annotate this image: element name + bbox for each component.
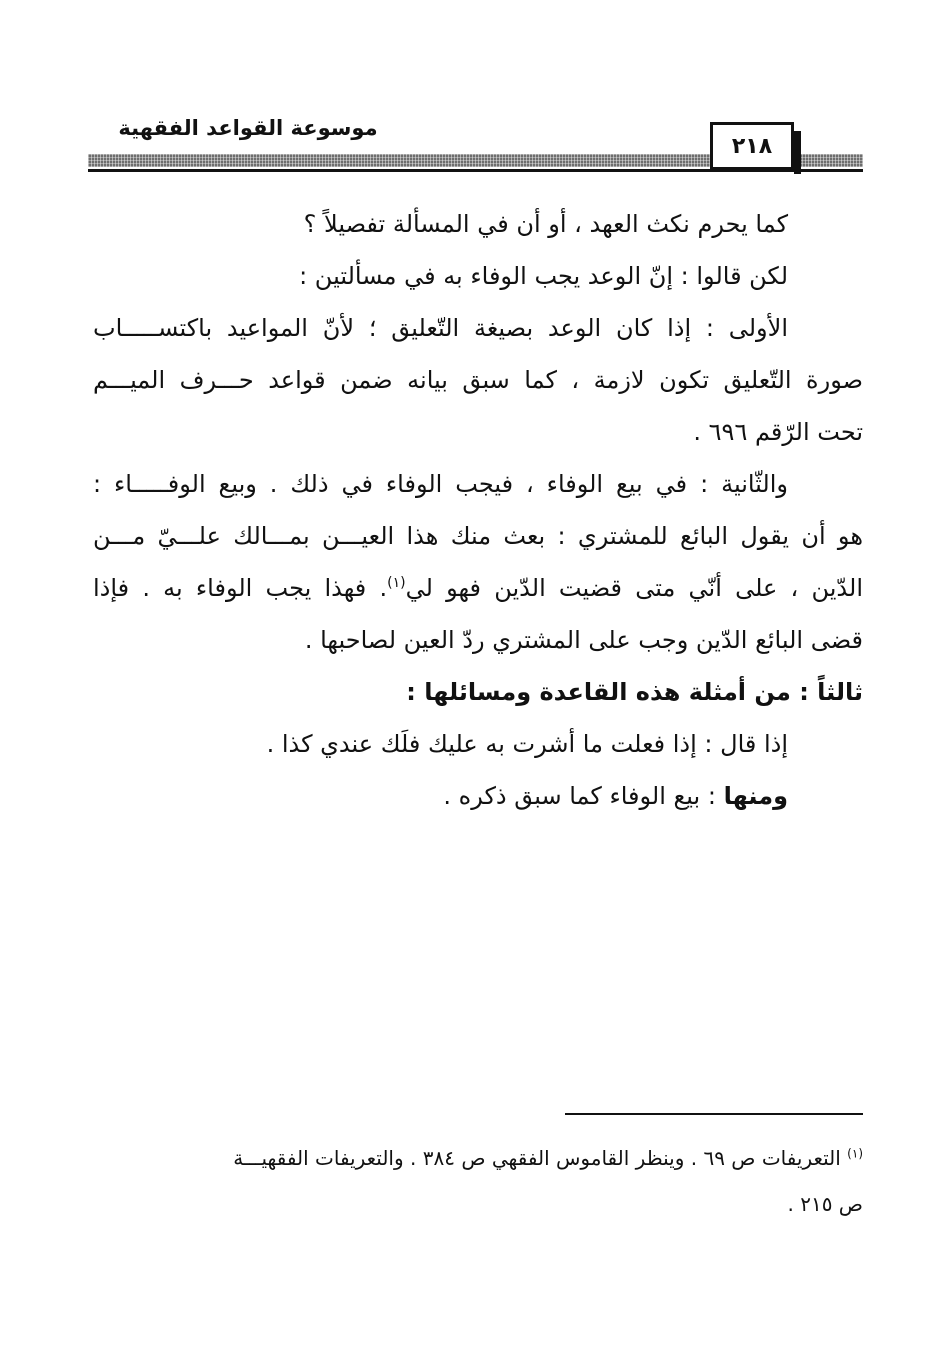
footnote-text: التعريفات ص ٦٩ . وينظر القاموس الفقهي ص ٣٨٤ . والتعريفات الفقهيـــة xyxy=(233,1146,848,1170)
page-number: ٢١٨ xyxy=(710,122,794,170)
bold-term: ومنها xyxy=(723,782,788,810)
footnote-line xyxy=(93,1135,863,1181)
paragraph-line xyxy=(93,770,863,822)
paragraph-line: كما يحرم نكث العهد ، أو أن في المسألة تفصيلاً ؟ xyxy=(303,210,788,238)
paragraph-line xyxy=(93,562,863,614)
paragraph-line: هو أن يقول البائع للمشتري : بعث منك هذا العيـــن بمـــالك علـــيّ مـــن xyxy=(93,522,863,550)
paragraph-line: لكن قالوا : إنّ الوعد يجب الوفاء به في مسألتين : xyxy=(299,262,788,290)
paragraph-line: الأولى : إذا كان الوعد بصيغة التّعليق ؛ لأنّ المواعيد باكتســـــاب xyxy=(93,314,788,342)
section-heading: ثالثاً : من أمثلة هذه القاعدة ومسائلها : xyxy=(406,678,863,706)
footnote-marker: (١) xyxy=(847,1146,863,1161)
paragraph-line: إذا قال : إذا فعلت ما أشرت به عليك فلَك عندي كذا . xyxy=(266,730,788,758)
line-text: . فهذا يجب الوفاء به . فإذا xyxy=(93,574,388,602)
footnote-separator xyxy=(565,1113,863,1115)
footnote-reference[interactable]: (١) xyxy=(387,575,406,591)
paragraph-line: تحت الرّقم ٦٩٦ . xyxy=(693,418,863,446)
footnotes xyxy=(93,1135,863,1227)
paragraph-line: والثّانية : في بيع الوفاء ، فيجب الوفاء في ذلك . وبيع الوفـــــاء : xyxy=(93,470,788,498)
book-title: موسوعة القواعد الفقهية xyxy=(118,116,378,140)
page-header xyxy=(88,112,863,178)
body-text xyxy=(93,198,863,822)
paragraph-line: قضى البائع الدّين وجب على المشتري ردّ العين لصاحبها . xyxy=(304,626,863,654)
line-text: : بيع الوفاء كما سبق ذكره . xyxy=(443,782,724,810)
line-text: الدّين ، على أنّي متى قضيت الدّين فهو لي xyxy=(405,574,863,602)
paragraph-line: صورة التّعليق تكون لازمة ، كما سبق بيانه ضمن قواعد حـــرف الميـــم xyxy=(93,366,863,394)
footnote-line: ص ٢١٥ . xyxy=(787,1192,863,1216)
